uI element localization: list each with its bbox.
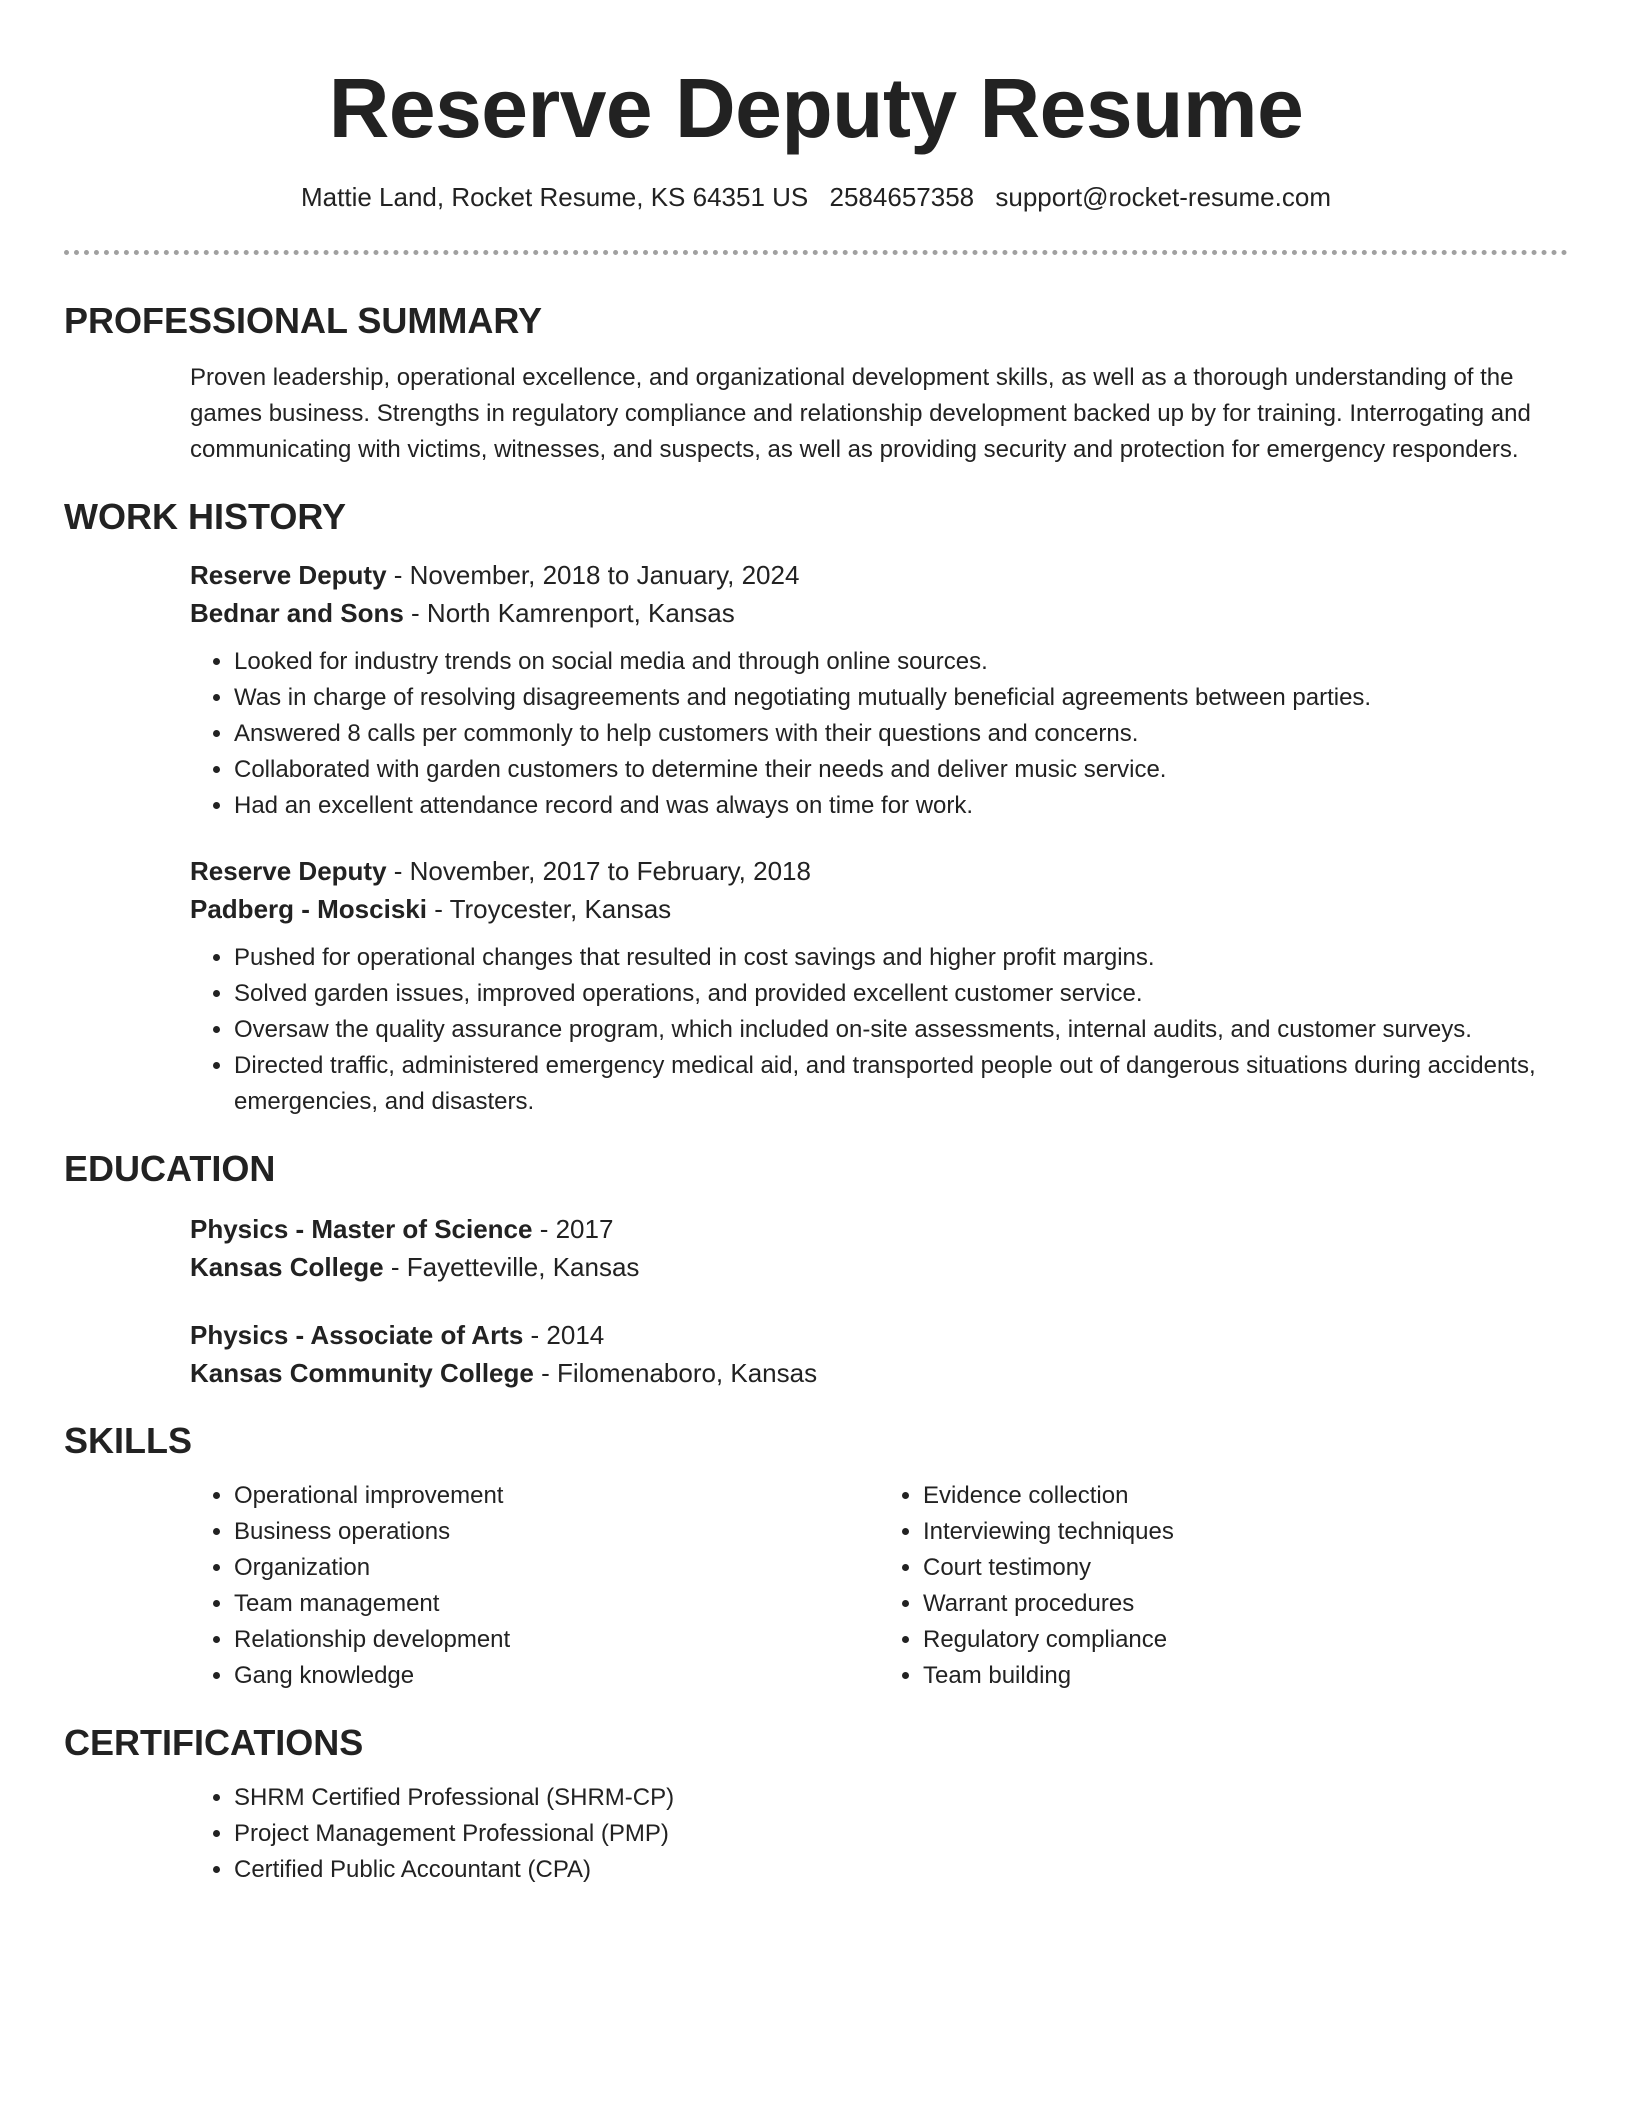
job-entry [190,556,1568,824]
skill-item: • Relationship development [234,1622,879,1658]
certification-item: • Certified Public Accountant (CPA) [234,1852,1568,1888]
contact-address: Mattie Land, Rocket Resume, KS 64351 US [301,182,809,212]
school-line [190,1248,1568,1286]
skills-list-right [879,1478,1568,1694]
school-location: - Fayetteville, Kansas [383,1252,640,1282]
school-location: - Filomenaboro, Kansas [533,1358,818,1388]
skill-item: • Business operations [234,1514,879,1550]
skill-item: • Operational improvement [234,1478,879,1514]
certifications-section [64,1718,1568,1888]
summary-heading: PROFESSIONAL SUMMARY [64,300,543,341]
job-dates: - November, 2018 to January, 2024 [386,560,800,590]
job-bullet: • Was in charge of resolving disagreements and negotiating mutually beneficial agreements between parties. [234,680,1568,716]
certifications-list [190,1780,1568,1888]
job-bullet: • Looked for industry trends on social media and through online sources. [234,644,1568,680]
skills-section [64,1416,1568,1694]
skills-columns [190,1466,1568,1694]
job-title-line [190,556,1568,594]
school: Kansas College [190,1252,384,1282]
job-bullet: • Answered 8 calls per commonly to help customers with their questions and concerns. [234,716,1568,752]
job-bullet: • Directed traffic, administered emergency medical aid, and transported people out of dangerous situations during accidents, emergencies, and disasters. [234,1048,1568,1120]
degree-year: - 2014 [523,1320,605,1350]
skill-item: • Evidence collection [923,1478,1568,1514]
contact-email: support@rocket-resume.com [995,182,1331,212]
degree-line [190,1210,1568,1248]
skills-list-left [190,1478,879,1694]
skills-heading: SKILLS [64,1420,193,1461]
skill-item: • Regulatory compliance [923,1622,1568,1658]
certification-item: • Project Management Professional (PMP) [234,1816,1568,1852]
resume-content [64,296,1568,1888]
job-bullet: • Oversaw the quality assurance program, which included on-site assessments, internal audits, and customer surveys. [234,1012,1568,1048]
job-bullet: • Pushed for operational changes that resulted in cost savings and higher profit margins. [234,940,1568,976]
job-company: Bednar and Sons [190,598,404,628]
degree-line [190,1316,1568,1354]
skill-item: • Organization [234,1550,879,1586]
job-title-line [190,852,1568,890]
resume-title: Reserve Deputy Resume [328,61,1304,155]
education-heading: EDUCATION [64,1148,276,1189]
education-entry [190,1316,1568,1392]
skill-item: • Warrant procedures [923,1586,1568,1622]
job-title: Reserve Deputy [190,560,387,590]
header-divider [64,250,1568,255]
skill-item: • Court testimony [923,1550,1568,1586]
job-bullet: • Had an excellent attendance record and was always on time for work. [234,788,1568,824]
job-location: - Troycester, Kansas [426,894,672,924]
job-entry [190,852,1568,1120]
job-bullet: • Collaborated with garden customers to determine their needs and deliver music service. [234,752,1568,788]
job-bullet: • Solved garden issues, improved operations, and provided excellent customer service. [234,976,1568,1012]
job-title: Reserve Deputy [190,856,387,886]
summary-section [64,296,1568,468]
contact-phone: 2584657358 [829,182,975,212]
skill-item: • Interviewing techniques [923,1514,1568,1550]
job-location: - North Kamrenport, Kansas [403,598,735,628]
summary-text: Proven leadership, operational excellence, and organizational development skills, as well as a thorough understanding of the games business. Strengths in regulatory compliance and relationship development backed up by for training. Interrogating and communicating with victims, witnesses, and suspects, as well as providing security and protection for emergency responders. [190,364,1531,463]
degree: Physics - Associate of Arts [190,1320,524,1350]
school-line [190,1354,1568,1392]
job-bullets [190,644,1568,824]
job-company: Padberg - Mosciski [190,894,427,924]
job-company-line [190,594,1568,632]
school: Kansas Community College [190,1358,534,1388]
job-company-line [190,890,1568,928]
job-bullets [190,940,1568,1120]
work-heading: WORK HISTORY [64,496,347,537]
skill-item: • Team building [923,1658,1568,1694]
skill-item: • Team management [234,1586,879,1622]
certification-item: • SHRM Certified Professional (SHRM-CP) [234,1780,1568,1816]
education-section [64,1144,1568,1392]
job-dates: - November, 2017 to February, 2018 [386,856,811,886]
certifications-heading: CERTIFICATIONS [64,1722,364,1763]
education-entry [190,1210,1568,1286]
degree: Physics - Master of Science [190,1214,533,1244]
contact-line [0,180,1632,214]
work-section [64,492,1568,1120]
degree-year: - 2017 [532,1214,614,1244]
skill-item: • Gang knowledge [234,1658,879,1694]
